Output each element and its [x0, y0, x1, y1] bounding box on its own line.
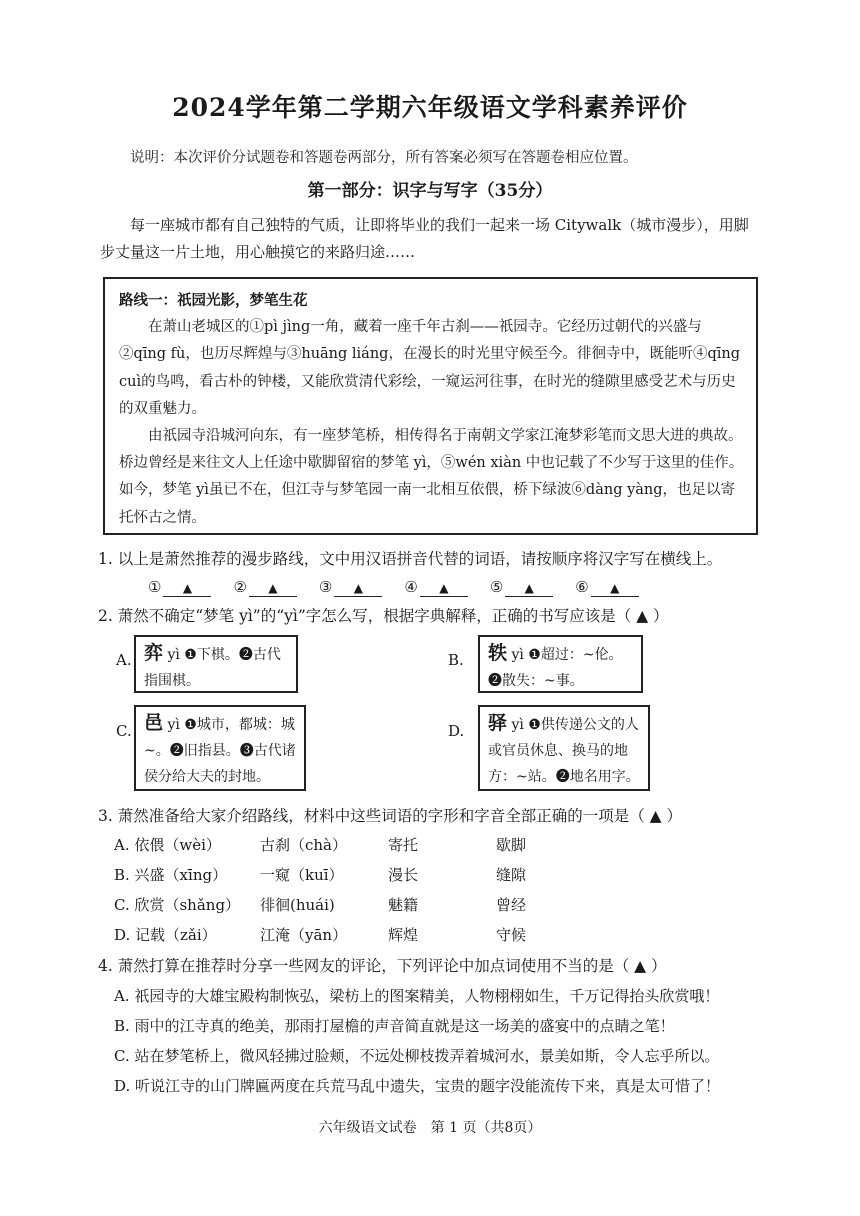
- choice-b[interactable]: B. 雨中的江寺真的绝美，那雨打屋檐的声音简直就是这一场美的盛宴中的点睛之笔！: [114, 1017, 675, 1035]
- blank-6[interactable]: [575, 578, 638, 597]
- word-1: C. 欣赏（shǎng）: [114, 896, 241, 914]
- word-3: 寄托: [388, 836, 419, 854]
- route-title: 路线一：祇园光影，梦笔生花: [119, 292, 308, 309]
- blank-number: ②: [233, 578, 247, 596]
- triangle-mark: ▲: [249, 580, 297, 597]
- word-4: 曾经: [496, 896, 527, 914]
- dict-entry-c[interactable]: [134, 705, 306, 791]
- exam-note: 说明：本次评价分试题卷和答题卷两部分，所有答案必须写在答题卷相应位置。: [130, 150, 638, 166]
- triangle-mark: ▲: [163, 580, 211, 597]
- route-paragraph-1: 在萧山老城区的①pì jìng一角，藏着一座千年古刹——祇园寺。它经历过朝代的兴盛与②qīng fù，也历尽辉煌与③huāng liáng，在漫长的时光里守候至今。徘徊寺中，既能听④qīng cuì的鸟鸣，看古朴的钟楼，又能欣赏清代彩绘，一窥运河往事，在时光的缝隙里感受艺术与历史的双重魅力。: [119, 319, 740, 417]
- route-box: [103, 277, 758, 535]
- dict-entry-b[interactable]: [478, 635, 643, 693]
- word-3: 魅籍: [388, 896, 419, 914]
- dict-head-char: 邑: [144, 712, 164, 734]
- dict-entry-a[interactable]: [134, 635, 298, 693]
- word-4: 缝隙: [496, 866, 527, 884]
- choice-row-d[interactable]: [114, 924, 616, 945]
- word-4: 歇脚: [496, 836, 527, 854]
- question-1: 1. 以上是萧然推荐的漫步路线，文中用汉语拼音代替的词语，请按顺序将汉字写在横线上。: [98, 550, 723, 568]
- blank-number: ⑤: [489, 578, 504, 596]
- dict-entry-d[interactable]: [478, 705, 650, 791]
- route-paragraph-2: 由祇园寺沿城河向东，有一座梦笔桥，相传得名于南朝文学家江淹梦彩笔而文思大进的典故。桥边曾经是来往文人上任途中歇脚留宿的梦笔 yì，⑤wén xiàn 中也记载了不少写于这里的佳作。如今，梦笔 yì虽已不在，但江寺与梦笔园一南一北相互依偎，桥下绿波⑥dàng yàng，也足以寄托怀古之情。: [119, 428, 744, 526]
- dict-head-char: 弈: [144, 642, 164, 664]
- blank-1[interactable]: [148, 578, 211, 597]
- word-1: D. 记载（zǎi）: [114, 926, 217, 944]
- blank-number: ④: [404, 578, 418, 596]
- dict-definition: yì ❶供传递公文的人或官员休息、换马的地方：~站。❷地名用字。: [488, 717, 640, 785]
- triangle-mark: ▲: [591, 580, 639, 597]
- blank-4[interactable]: [404, 578, 467, 597]
- dict-definition: yì ❶超过：~伦。❷散失：~事。: [488, 647, 623, 689]
- word-3: 辉煌: [388, 926, 419, 944]
- dict-head-char: 驿: [488, 712, 508, 734]
- question-3: 3. 萧然准备给大家介绍路线，材料中这些词语的字形和字音全部正确的一项是（ ▲ ）: [98, 807, 682, 825]
- word-3: 漫长: [388, 866, 419, 884]
- blank-2[interactable]: [233, 578, 296, 597]
- question-4: 4. 萧然打算在推荐时分享一些网友的评论，下列评论中加点词使用不当的是（ ▲ ）: [98, 957, 667, 975]
- blank-5[interactable]: [490, 578, 553, 597]
- blank-number: ①: [148, 578, 162, 596]
- page-footer: 六年级语文试卷 第 1 页（共8页）: [318, 1120, 542, 1136]
- choice-row-c[interactable]: [114, 894, 616, 915]
- blank-number: ③: [318, 578, 333, 596]
- option-d-letter[interactable]: D.: [448, 722, 465, 740]
- choice-a[interactable]: A. 祇园寺的大雄宝殿构制恢弘，梁枋上的图案精美，人物栩栩如生，千万记得抬头欣赏哦！: [114, 987, 720, 1005]
- part-title: 第一部分：识字与写字（35分）: [307, 181, 553, 201]
- choice-row-a[interactable]: [114, 834, 616, 855]
- option-b-letter[interactable]: B.: [448, 651, 464, 669]
- blank-number: ⑥: [575, 578, 589, 596]
- answer-blanks: [148, 578, 639, 597]
- word-2: 徘徊(huái): [260, 896, 335, 914]
- exam-title: 2024学年第二学期六年级语文学科素养评价: [172, 93, 688, 122]
- intro-paragraph: 每一座城市都有自己独特的气质，让即将毕业的我们一起来一场 Citywalk（城市漫步），用脚步丈量这一片土地，用心触摸它的来路归途……: [100, 216, 749, 261]
- blank-3[interactable]: [319, 578, 382, 597]
- dict-definition: yì ❶城市，都城：城~。❷旧指县。❸古代诸侯分给大夫的封地。: [144, 717, 296, 785]
- dict-head-char: 轶: [488, 642, 508, 664]
- word-2: 古刹（chà）: [260, 836, 348, 854]
- word-2: 一窥（kuī）: [260, 866, 344, 884]
- choice-c[interactable]: C. 站在梦笔桥上，微风轻拂过脸颊，不远处柳枝拨弄着城河水，景美如斯，令人忘乎所以。: [114, 1047, 720, 1065]
- triangle-mark: ▲: [420, 580, 468, 597]
- word-4: 守候: [496, 926, 527, 944]
- word-1: B. 兴盛（xīng）: [114, 866, 228, 884]
- word-2: 江淹（yān）: [260, 926, 348, 944]
- word-1: A. 依偎（wèi）: [114, 836, 221, 854]
- triangle-mark: ▲: [505, 580, 553, 597]
- choice-row-b[interactable]: [114, 864, 616, 885]
- choice-d[interactable]: D. 听说江寺的山门牌匾两度在兵荒马乱中遗失，宝贵的题字没能流传下来，真是太可惜了！: [114, 1077, 721, 1095]
- dict-definition: yì ❶下棋。❷古代指围棋。: [144, 647, 281, 689]
- triangle-mark: ▲: [334, 580, 382, 597]
- option-a-letter[interactable]: A.: [116, 651, 132, 669]
- question-2: 2. 萧然不确定“梦笔 yì”的“yì”字怎么写，根据字典解释，正确的书写应该是（ ▲ ）: [98, 607, 669, 625]
- option-c-letter[interactable]: C.: [116, 722, 132, 740]
